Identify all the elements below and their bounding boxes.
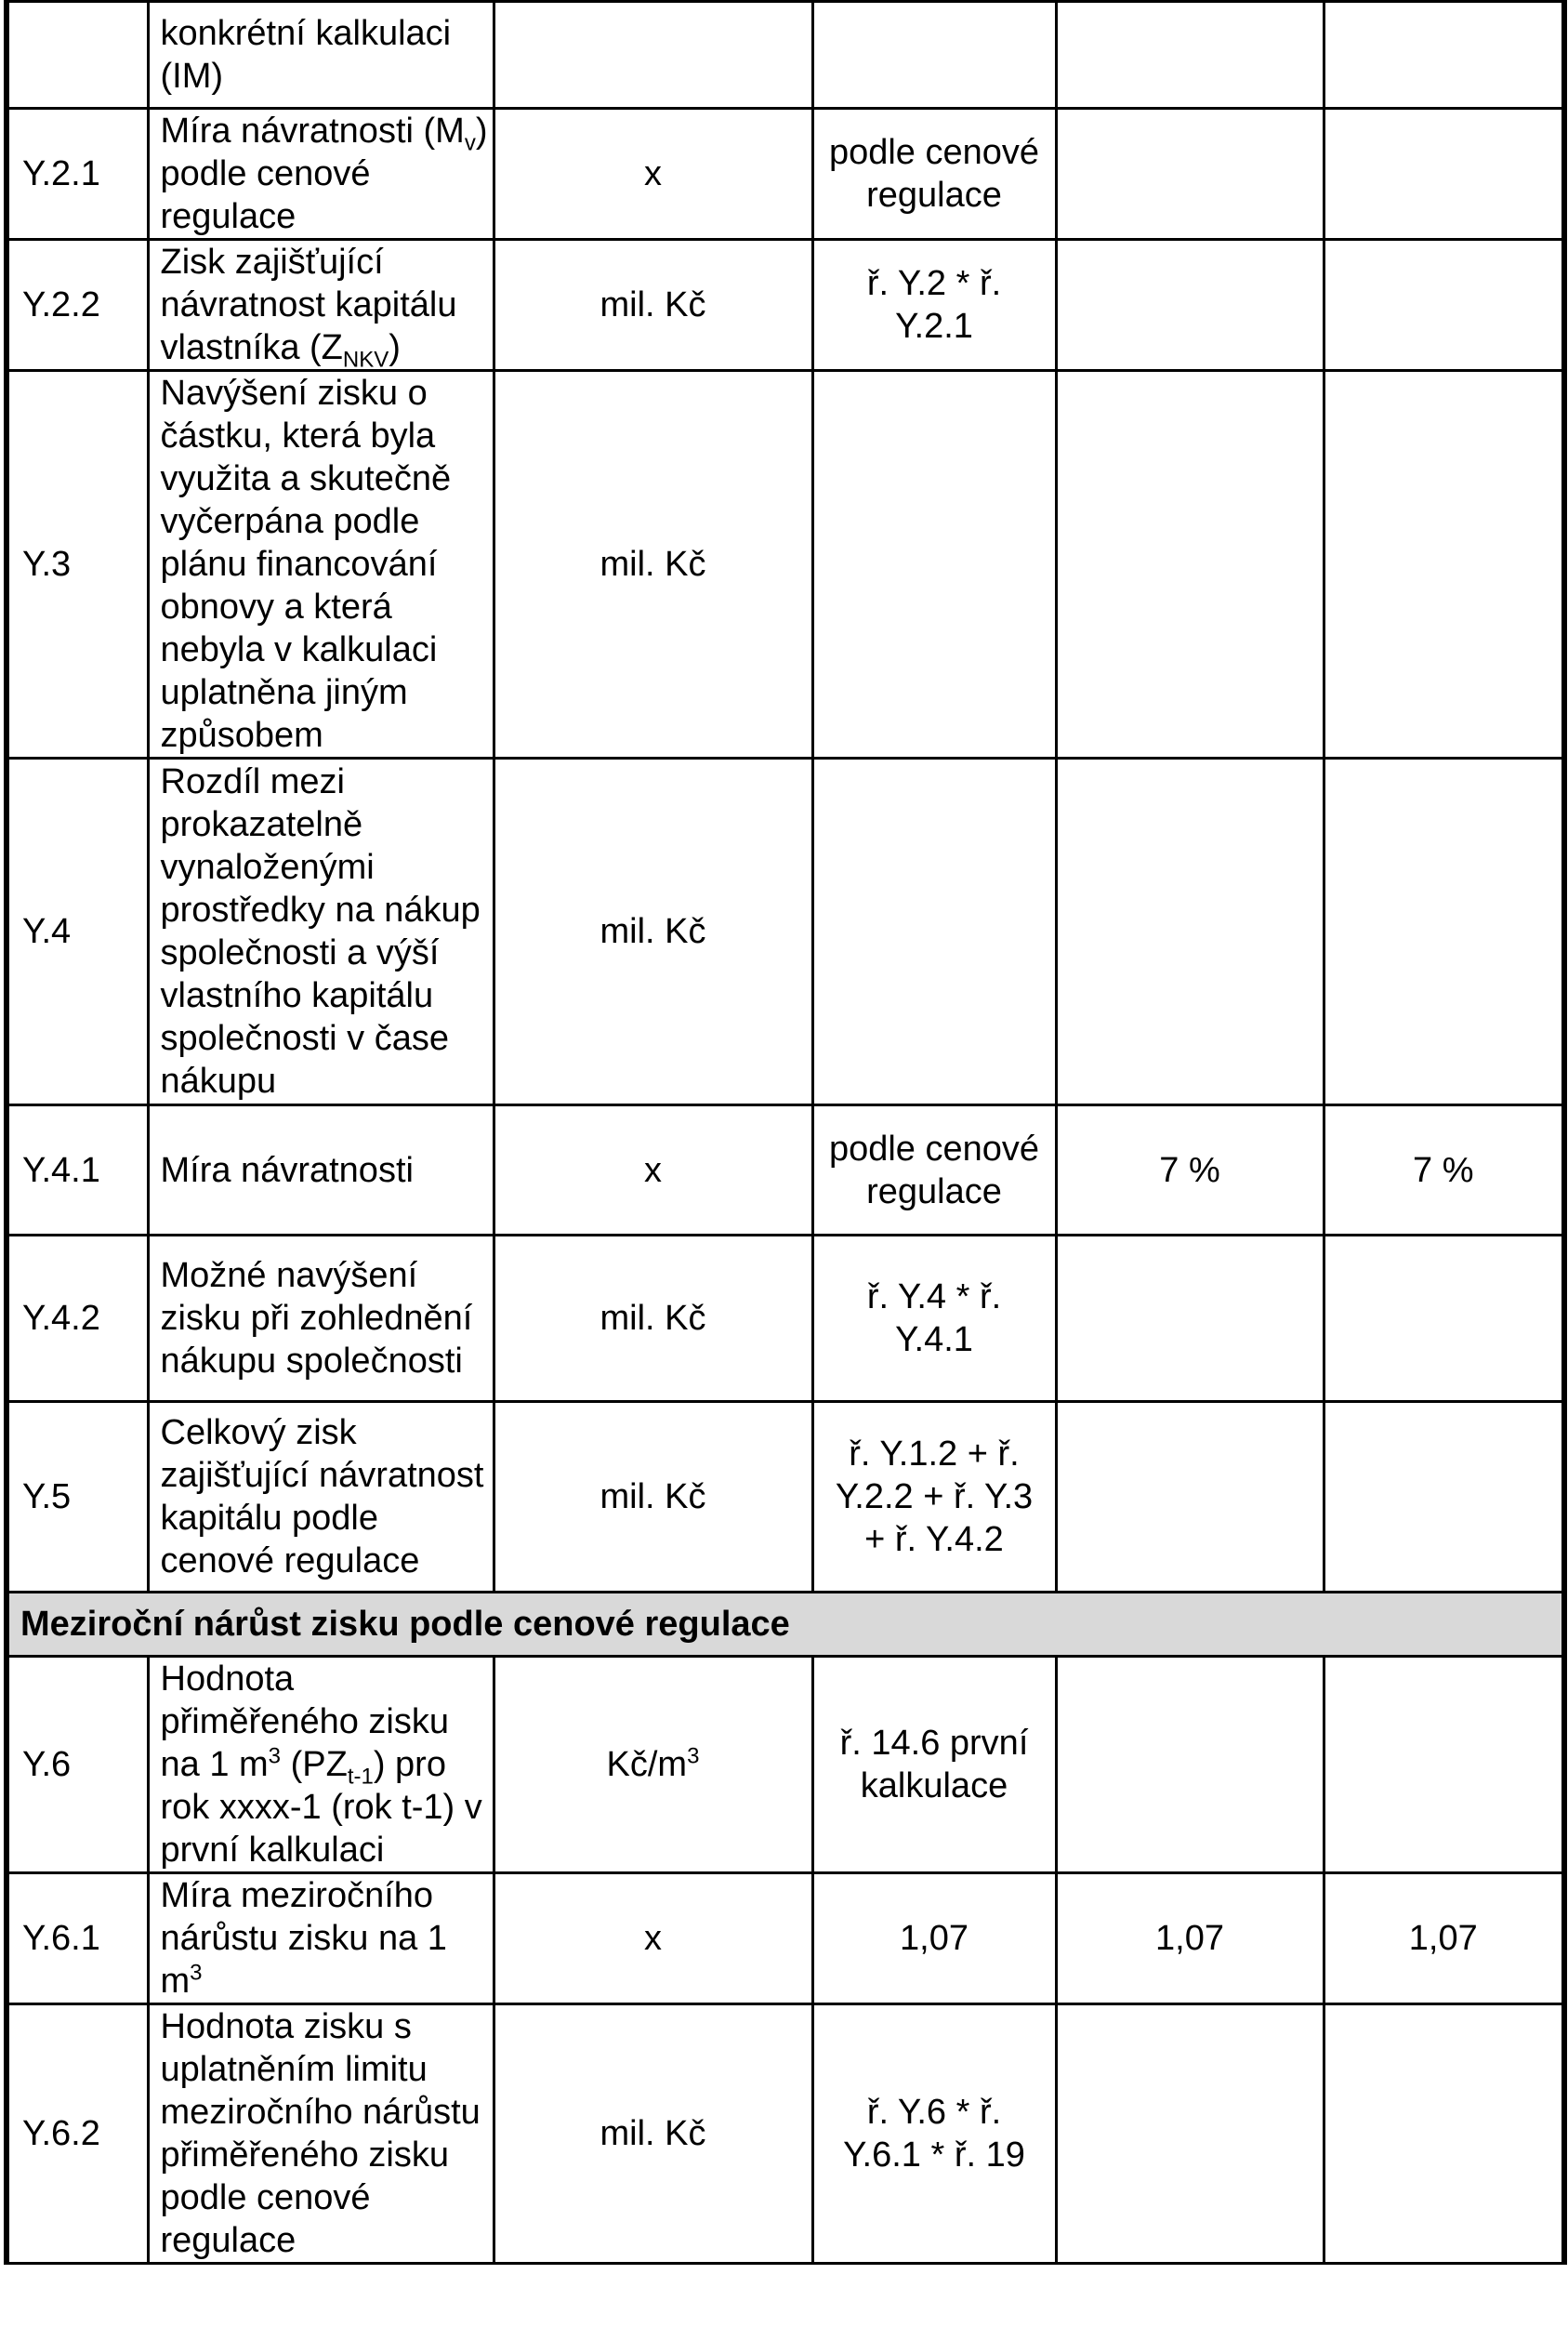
row-value-1 bbox=[1056, 759, 1324, 1105]
row-description: Hodnota přiměřeného zisku na 1 $m^3$ $(PZ_{t-1})$ pro rok xxxx-1 (rok t-1) v první kalkulaci bbox=[148, 1657, 494, 1873]
row-value-2: 7 % bbox=[1324, 1105, 1564, 1236]
row-value-2 bbox=[1324, 1402, 1564, 1593]
row-unit: mil. Kč bbox=[494, 240, 812, 371]
row-description: Hodnota zisku s uplatněním limitu meziročního nárůstu přiměřeného zisku podle cenové regulace bbox=[148, 2004, 494, 2264]
row-unit: mil. Kč bbox=[494, 1236, 812, 1402]
row-unit: mil. Kč bbox=[494, 371, 812, 759]
section-title: Meziroční nárůst zisku podle cenové regulace bbox=[7, 1593, 1564, 1657]
row-formula bbox=[812, 2, 1056, 109]
row-description: Možné navýšení zisku při zohlednění nákupu společnosti bbox=[148, 1236, 494, 1402]
table-row bbox=[7, 109, 1564, 240]
row-formula: podle cenové regulace bbox=[812, 109, 1056, 240]
row-value-1: 1,07 bbox=[1056, 1873, 1324, 2004]
row-value-2 bbox=[1324, 240, 1564, 371]
table-row bbox=[7, 1657, 1564, 1873]
row-code: Y.6.1 bbox=[7, 1873, 148, 2004]
row-value-2 bbox=[1324, 2004, 1564, 2264]
row-code: Y.2.2 bbox=[7, 240, 148, 371]
table-row bbox=[7, 240, 1564, 371]
row-formula: ř. 14.6 první kalkulace bbox=[812, 1657, 1056, 1873]
row-unit: mil. Kč bbox=[494, 1402, 812, 1593]
row-value-2 bbox=[1324, 109, 1564, 240]
row-formula bbox=[812, 371, 1056, 759]
table-row bbox=[7, 1105, 1564, 1236]
row-formula bbox=[812, 759, 1056, 1105]
row-unit bbox=[494, 2, 812, 109]
row-code: Y.4 bbox=[7, 759, 148, 1105]
row-code: Y.3 bbox=[7, 371, 148, 759]
row-value-1 bbox=[1056, 1657, 1324, 1873]
row-description: Celkový zisk zajišťující návratnost kapitálu podle cenové regulace bbox=[148, 1402, 494, 1593]
row-value-1: 7 % bbox=[1056, 1105, 1324, 1236]
table-row bbox=[7, 1873, 1564, 2004]
row-description: Navýšení zisku o částku, která byla využita a skutečně vyčerpána podle plánu financování obnovy a která nebyla v kalkulaci uplatněna jiným způsobem bbox=[148, 371, 494, 759]
row-value-1 bbox=[1056, 371, 1324, 759]
row-value-2 bbox=[1324, 371, 1564, 759]
row-code: Y.4.1 bbox=[7, 1105, 148, 1236]
row-formula: 1,07 bbox=[812, 1873, 1056, 2004]
table-row bbox=[7, 371, 1564, 759]
row-unit: x bbox=[494, 1873, 812, 2004]
row-value-1 bbox=[1056, 109, 1324, 240]
section-header-row bbox=[7, 1593, 1564, 1657]
row-code: Y.2.1 bbox=[7, 109, 148, 240]
row-value-1 bbox=[1056, 240, 1324, 371]
row-code: Y.6.2 bbox=[7, 2004, 148, 2264]
row-description: Míra návratnosti $(M_v)$ podle cenové regulace bbox=[148, 109, 494, 240]
row-code bbox=[7, 2, 148, 109]
row-formula: podle cenové regulace bbox=[812, 1105, 1056, 1236]
row-value-1 bbox=[1056, 1236, 1324, 1402]
row-unit: $Kč/m^3$ bbox=[494, 1657, 812, 1873]
row-formula: ř. Y.1.2 + ř. Y.2.2 + ř. Y.3 + ř. Y.4.2 bbox=[812, 1402, 1056, 1593]
row-unit: mil. Kč bbox=[494, 759, 812, 1105]
row-code: Y.4.2 bbox=[7, 1236, 148, 1402]
row-unit: mil. Kč bbox=[494, 2004, 812, 2264]
table-row bbox=[7, 1402, 1564, 1593]
row-formula: ř. Y.4 * ř. Y.4.1 bbox=[812, 1236, 1056, 1402]
row-code: Y.5 bbox=[7, 1402, 148, 1593]
row-value-2 bbox=[1324, 1236, 1564, 1402]
row-value-2: 1,07 bbox=[1324, 1873, 1564, 2004]
table-row bbox=[7, 1236, 1564, 1402]
row-value-2 bbox=[1324, 2, 1564, 109]
row-description: Zisk zajišťující návratnost kapitálu vlastníka $(Z_{NKV})$ bbox=[148, 240, 494, 371]
row-code: Y.6 bbox=[7, 1657, 148, 1873]
row-unit: x bbox=[494, 109, 812, 240]
row-value-2 bbox=[1324, 1657, 1564, 1873]
row-value-2 bbox=[1324, 759, 1564, 1105]
regulation-table bbox=[4, 0, 1567, 2265]
table-row bbox=[7, 2, 1564, 109]
row-value-1 bbox=[1056, 1402, 1324, 1593]
row-unit: x bbox=[494, 1105, 812, 1236]
row-formula: ř. Y.6 * ř. Y.6.1 * ř. 19 bbox=[812, 2004, 1056, 2264]
row-value-1 bbox=[1056, 2, 1324, 109]
row-description: Rozdíl mezi prokazatelně vynaloženými prostředky na nákup společnosti a výší vlastního kapitálu společnosti v čase nákupu bbox=[148, 759, 494, 1105]
row-description: Míra návratnosti bbox=[148, 1105, 494, 1236]
row-value-1 bbox=[1056, 2004, 1324, 2264]
table-row bbox=[7, 2004, 1564, 2264]
table-row bbox=[7, 759, 1564, 1105]
row-description: konkrétní kalkulaci (IM) bbox=[148, 2, 494, 109]
row-formula: ř. Y.2 * ř. Y.2.1 bbox=[812, 240, 1056, 371]
row-description: Míra meziročního nárůstu zisku na 1 $m^3$ bbox=[148, 1873, 494, 2004]
